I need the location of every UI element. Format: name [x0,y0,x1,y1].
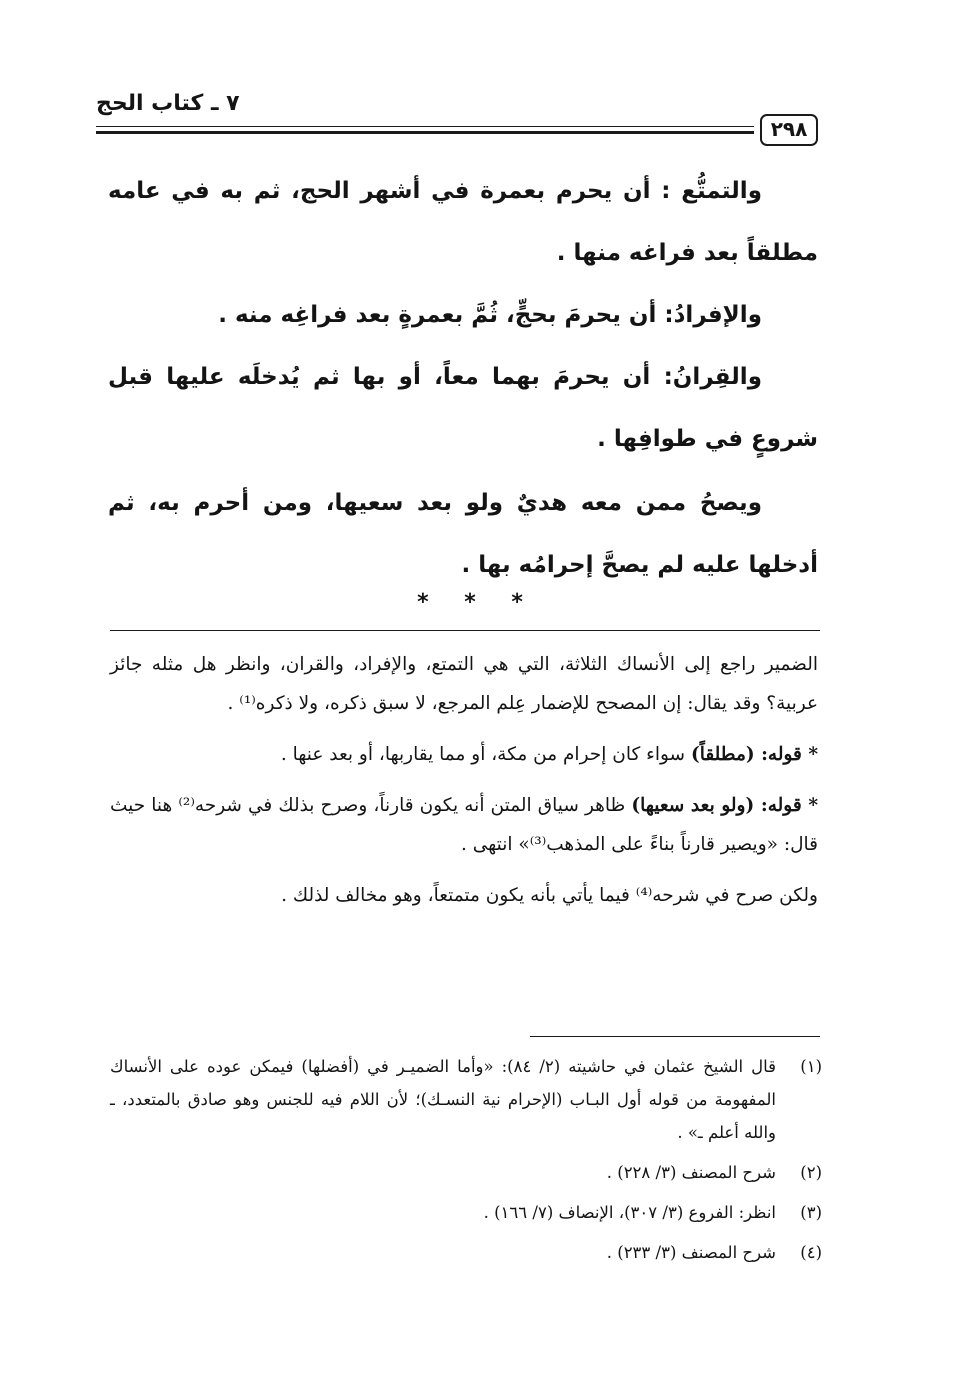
footnote-number: (١) [800,1057,822,1076]
commentary [110,645,818,915]
page-number-badge: ٢٩٨ [760,114,818,146]
footnote [110,1050,822,1149]
header-rule-thick [96,131,754,134]
commentary-paragraph: الضمير راجع إلى الأنساك الثلاثة، التي هي التمتع، والإفراد، والقران، وانظر هل مثله جائز عربية؟ وقد يقال: إن المصحح للإضمار عِلم المرجع، لا سبق ذكره، ولا ذكره⁽¹⁾ . [110,654,818,714]
commentary-divider [110,630,820,631]
footnote [110,1156,822,1189]
tamattu-definition: والتمتُّع : أن يحرم بعمرة في أشهر الحج، ثم به في عامه مطلقاً بعد فراغه منها . [108,178,818,266]
footnote-text: انظر: الفروع (٣/ ٣٠٧)، الإنصاف (٧/ ١٦٦) . [483,1203,776,1222]
commentary-paragraph [110,786,818,864]
section-separator: * * * [417,590,537,615]
commentary-text: ظاهر سياق المتن أنه يكون قارناً، وصرح بذلك في شرحه⁽²⁾ هنا حيث قال: «ويصير قارناً بناءً على المذهب⁽³⁾» انتهى . [110,795,818,855]
footnote-text: شرح المصنف (٣/ ٢٣٣) . [606,1243,776,1262]
ifrad-definition: والإفرادُ: أن يحرمَ بحجٍّ، ثُمَّ بعمرةٍ بعد فراغِه منه . [218,302,762,328]
qiran-definition: والقِرانُ: أن يحرمَ بهما معاً، أو بها ثم يُدخلَه عليها قبل شروعٍ في طوافِها . [108,364,818,452]
running-header-title: ٧ ـ كتاب الحج [96,91,240,116]
commentary-text: سواء كان إحرام من مكة، أو مما يقاربها، أو بعد عنها . [280,744,691,765]
footnote-text: شرح المصنف (٣/ ٢٢٨) . [606,1163,776,1182]
footnote-divider [530,1036,820,1037]
commentary-paragraph [110,735,818,774]
footnote-text: قال الشيخ عثمان في حاشيته (٢/ ٨٤): «وأما الضميـر في (أفضلها) فيمكن عوده على الأنساك المفهومة من قوله أول البـاب (الإحرام نية النسـك)؛ لأن اللام فيه للجنس وهو صادق بالمتعدد، ـ والله أعلم ـ» . [110,1057,777,1142]
footnotes [110,1050,822,1269]
qawluh-lead: * قوله: (ولو بعد سعيها) [631,795,818,816]
footnote [110,1236,822,1269]
footnote-number: (٤) [800,1243,822,1262]
footnote-number: (٢) [800,1163,822,1182]
header-rule-thin [96,126,754,127]
commentary-paragraph: ولكن صرح في شرحه⁽⁴⁾ فيما يأتي بأنه يكون متمتعاً، وهو مخالف لذلك . [281,885,818,906]
main-text [108,160,818,596]
footnote-number: (٣) [800,1203,822,1222]
footnote [110,1196,822,1229]
hady-ruling: ويصحُ ممن معه هديٌ ولو بعد سعيها، ومن أحرم به، ثم أدخلها عليه لم يصحَّ إحرامُه بها . [108,490,818,578]
qawluh-lead: * قوله: (مطلقاً) [690,744,818,765]
